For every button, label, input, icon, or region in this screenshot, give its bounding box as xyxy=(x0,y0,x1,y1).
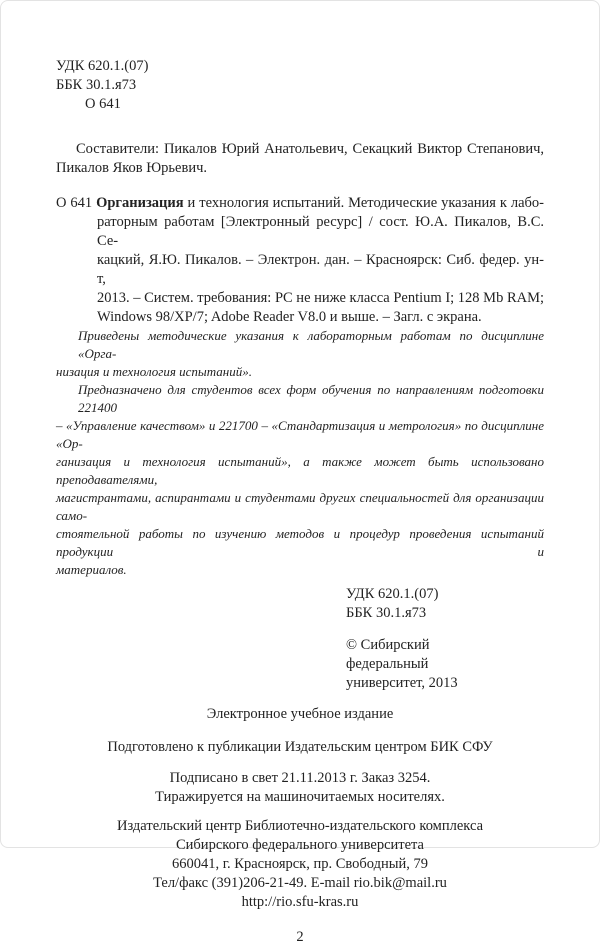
bib-line: 2013. – Систем. требования: PC не ниже класса Pentium I; 128 Mb RAM; xyxy=(97,290,545,306)
publisher-line: Издательский центр Библиотечно-издательского комплекса xyxy=(116,818,484,834)
annotation-line: Предназначено для студентов всех форм обучения по направлениям подготовки 221400 xyxy=(78,382,544,415)
bib-line xyxy=(56,194,544,213)
publisher-address: 660041, г. Красноярск, пр. Свободный, 79 xyxy=(171,856,428,872)
compilers-line: Пикалов Яков Юрьевич. xyxy=(56,160,208,176)
bbk-code-right: ББК 30.1.я73 xyxy=(346,605,427,621)
edition-type: Электронное учебное издание xyxy=(206,706,394,722)
page-content xyxy=(1,1,599,945)
signed-date: Подписано в свет 21.11.2013 г. Заказ 3254. xyxy=(169,770,431,786)
annotation-line: низация и технология испытаний». xyxy=(56,364,252,379)
annotation-line: стоятельной работы по изучению методов и процедур проведения испытаний продукции и xyxy=(56,526,544,559)
compilers-line: Составители: Пикалов Юрий Анатольевич, Секацкий Виктор Степанович, xyxy=(76,141,544,157)
publisher-line: Сибирского федерального университета xyxy=(176,837,424,853)
annotation-line: материалов. xyxy=(56,562,127,577)
publisher-url: http://rio.sfu-kras.ru xyxy=(241,894,359,910)
copyright-line: федеральный xyxy=(346,656,429,672)
publisher-contacts: Тел/факс (391)206-21-49. E-mail rio.bik@mail.ru xyxy=(153,875,447,891)
annotation-line: – «Управление качеством» и 221700 – «Стандартизация и метрология» по дисциплине «Ор- xyxy=(56,418,544,451)
prepared-by: Подготовлено к публикации Издательским центром БИК СФУ xyxy=(107,739,493,755)
udk-code-right: УДК 620.1.(07) xyxy=(346,586,439,602)
media-note: Тиражируется на машиночитаемых носителях. xyxy=(155,789,445,805)
bbk-code: ББК 30.1.я73 xyxy=(56,77,137,93)
annotation-abstract xyxy=(56,327,544,381)
author-sign: О 641 xyxy=(85,96,121,112)
copyright-line: © Сибирский xyxy=(346,637,430,653)
annotation-line: магистрантами, аспирантами и студентами других специальностей для организации само- xyxy=(56,490,544,523)
codes-and-copyright xyxy=(346,585,544,693)
annotation-audience xyxy=(56,381,544,579)
annotation-line: Приведены методические указания к лабораторным работам по дисциплине «Орга- xyxy=(78,328,544,361)
bib-line: раторным работам [Электронный ресурс] / сост. Ю.А. Пикалов, В.С. Се- xyxy=(97,214,544,249)
bibliographic-record xyxy=(56,194,544,327)
page-number: 2 xyxy=(296,929,304,945)
classification-codes xyxy=(56,57,544,114)
bib-author-sign: О 641 xyxy=(56,195,93,211)
annotation-line: ганизация и технология испытаний», а также может быть использовано преподавателями, xyxy=(56,454,544,487)
bib-title: Организация xyxy=(96,195,184,211)
spacer xyxy=(346,623,544,636)
publisher-block xyxy=(56,817,544,912)
copyright-line: университет, 2013 xyxy=(346,675,458,691)
bib-line-rest: и технология испытаний. Методические указания к лабо- xyxy=(183,195,544,211)
compilers-paragraph xyxy=(56,140,544,178)
udk-code: УДК 620.1.(07) xyxy=(56,58,149,74)
bib-line: Windows 98/XP/7; Adobe Reader V8.0 и выше. – Загл. с экрана. xyxy=(97,309,482,325)
bib-line: кацкий, Я.Ю. Пикалов. – Электрон. дан. – Красноярск: Сиб. федер. ун-т, xyxy=(97,252,544,287)
